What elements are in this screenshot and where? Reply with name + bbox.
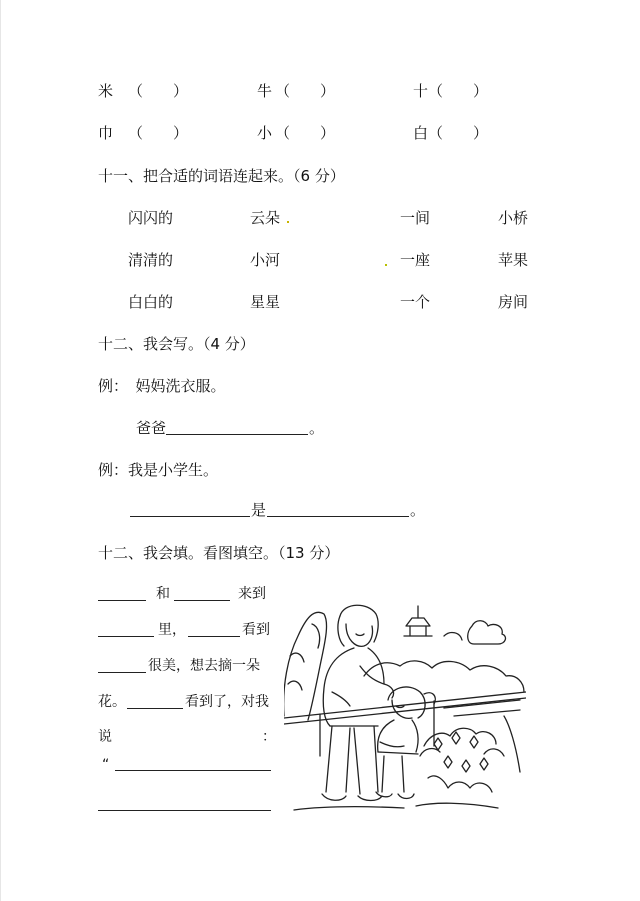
section12b-title: 十二、我会填。看图填空。（13 分） [98,544,340,562]
answer-blank[interactable] [98,600,146,601]
answer-blank[interactable] [127,708,183,709]
word: 云朵 [250,209,281,227]
text-kandaole: 看到了，对我 [185,694,269,710]
char-jin: 巾 [98,124,114,142]
word: 小桥 [498,209,529,227]
word: 苹果 [498,251,529,269]
mother-daughter-flowers-illustration [284,596,526,828]
example-2: 例：我是小学生。 [98,461,219,479]
section11-title: 十一、把合适的词语连起来。（6 分） [98,167,345,185]
char-xiao: 小 [257,124,273,142]
answer-blank[interactable] [98,810,271,811]
word: 一座 [400,251,431,269]
stray-dot [385,264,387,266]
paren-blank[interactable]: （ ） [428,82,489,100]
text-hua: 花。 [98,694,126,710]
ex2-end: 。 [410,501,426,519]
char-shi: 十 [413,82,429,100]
answer-blank[interactable] [98,672,146,673]
text-henmei: 很美，想去摘一朵 [148,658,260,674]
word: 一间 [400,209,431,227]
ex2-mid: 是 [251,501,267,519]
answer-blank[interactable] [130,516,250,517]
example-1: 例： 妈妈洗衣服。 [98,377,226,395]
text-kandao: 看到 [242,622,270,638]
page-edge [0,0,1,901]
text-he: 和 [156,586,170,602]
word: 清清的 [128,251,174,269]
char-niu: 牛 [257,82,273,100]
answer-blank[interactable] [174,600,230,601]
answer-blank[interactable] [115,770,271,771]
open-quote: “ [102,757,110,773]
paren-blank[interactable]: （ ） [428,124,489,142]
paren-blank[interactable]: （ ） [128,124,189,142]
answer-blank[interactable] [188,636,240,637]
word: 房间 [498,293,529,311]
paren-blank[interactable]: （ ） [275,124,336,142]
text-shuo: 说 [98,729,112,745]
section12a-title: 十二、我会写。（4 分） [98,335,255,353]
ex1-subject: 爸爸 [136,419,167,437]
word: 星星 [250,293,281,311]
word: 白白的 [128,293,174,311]
char-bai: 白 [413,124,429,142]
word: 一个 [400,293,431,311]
paren-blank[interactable]: （ ） [128,82,189,100]
ex1-end: 。 [309,419,325,437]
answer-blank[interactable] [98,636,154,637]
word: 闪闪的 [128,209,174,227]
answer-blank[interactable] [166,434,308,435]
word: 小河 [250,251,281,269]
paren-blank[interactable]: （ ） [275,82,336,100]
text-colon: ： [262,729,276,745]
text-laidao: 来到 [238,586,266,602]
text-li: 里， [158,622,186,638]
answer-blank[interactable] [267,516,409,517]
char-mi: 米 [98,82,114,100]
stray-dot [287,221,289,223]
